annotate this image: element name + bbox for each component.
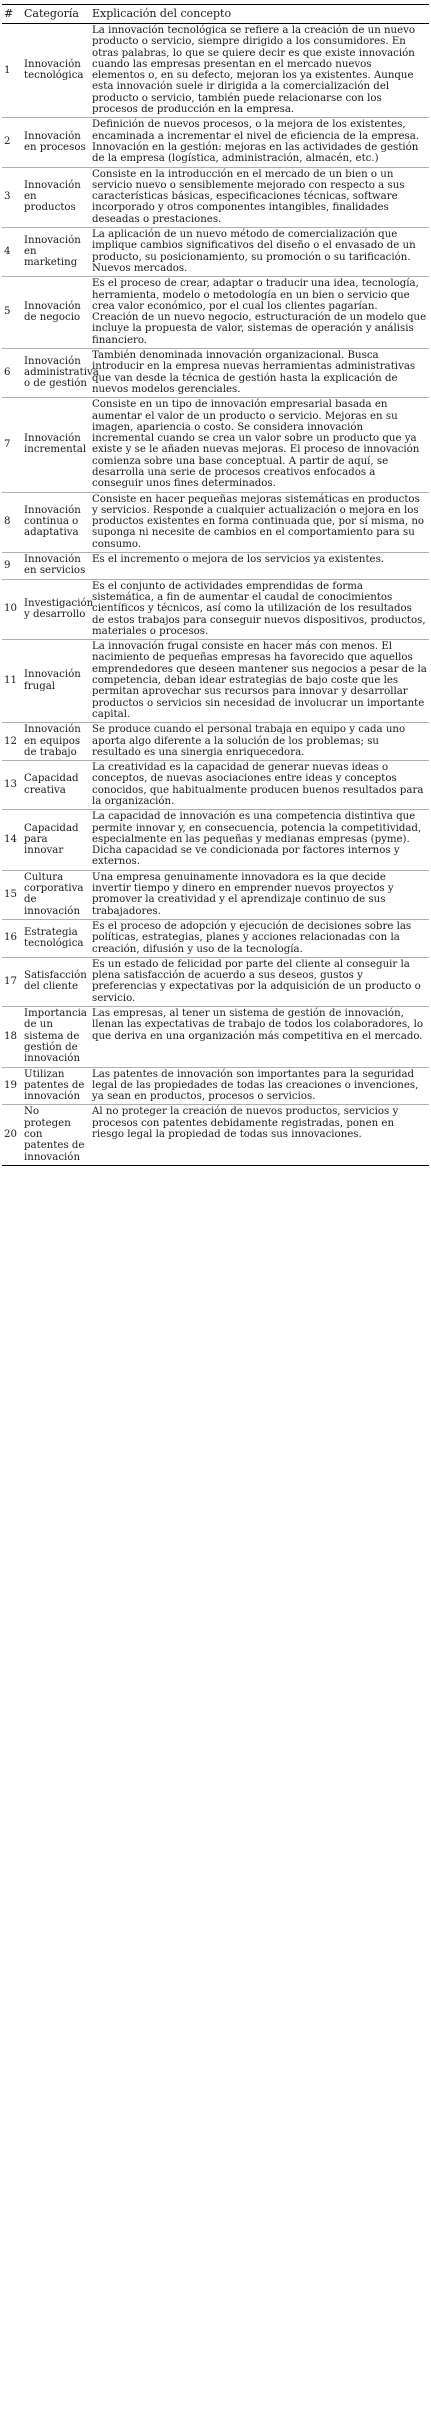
row-number: 7 xyxy=(4,438,11,450)
row-category: Innovación administrativa o de gestión xyxy=(24,355,99,390)
row-explanation: Definición de nuevos procesos, o la mejora de los existentes, encaminada a incrementar el nivel de eficiencia de la empresa. Innovación en la gestión: mejoras en las actividades de gestión de la empresa (logística, administración, almacén, etc.) xyxy=(92,119,420,165)
row-number: 16 xyxy=(4,932,17,944)
row-explanation: Es el incremento o mejora de los servicios ya existentes. xyxy=(92,554,385,566)
row-category: Innovación en servicios xyxy=(24,554,86,577)
row-explanation: Consiste en hacer pequeñas mejoras sistemáticas en productos y servicios. Responde a cualquier actualización o mejora en los productos existentes en forma continuada que, por sí misma, no suponga ni necesite de cambios en el comportamiento para su consumo. xyxy=(92,493,425,550)
table-row xyxy=(2,118,429,167)
row-category: Innovación frugal xyxy=(24,669,81,692)
row-category: Capacidad para innovar xyxy=(24,822,79,857)
row-explanation: Es un estado de felicidad por parte del cliente al conseguir la plena satisfacción de acuerdo a sus deseos, gustos y preferencias y expectativas por la adquisición de un producto o servicio. xyxy=(92,958,421,1004)
row-number: 14 xyxy=(4,833,17,845)
row-explanation: La innovación tecnológica se refiere a la creación de un nuevo producto o servicio, siempre dirigido a los consumidores. En otras palabras, lo que se quiere decir es que existe innovación cuando las empresas presentan en el mercado nuevos elementos o, en su defecto, mejoran los ya existentes. Aunque esta innovación suele ir dirigida a la comercialización del producto o servicio, también puede relacionarse con los procesos de producción en la empresa. xyxy=(92,25,416,116)
row-category: Utilizan patentes de innovación xyxy=(24,1068,85,1103)
row-explanation: Es el proceso de crear, adaptar o traducir una idea, tecnología, herramienta, modelo o metodología en un bien o servicio que crea valor económico, por el cual los clientes pagarían. Creación de un nuevo negocio, estructuración de un modelo que incluye la propuesta de valor, sistemas de operación y análisis financiero. xyxy=(92,278,427,346)
row-category: Innovación continua o adaptativa xyxy=(24,504,81,539)
table-row xyxy=(2,1105,429,1165)
row-category: Capacidad creativa xyxy=(24,773,79,796)
row-number: 19 xyxy=(4,1079,17,1091)
row-number: 18 xyxy=(4,1030,17,1042)
row-explanation: Se produce cuando el personal trabaja en equipo y cada uno aporta algo diferente a la solución de los problemas; su resultado es una sinergia enriquecedora. xyxy=(92,724,406,758)
row-explanation: La aplicación de un nuevo método de comercialización que implique cambios significativos del diseño o el envasado de un producto, su posicionamiento, su promoción o su tarificación. Nuevos mercados. xyxy=(92,229,416,274)
table-row xyxy=(2,579,429,639)
row-explanation: Las patentes de innovación son importantes para la seguridad legal de las propiedades de todas las creaciones o invenciones, ya sean en productos, procesos o servicios. xyxy=(92,1068,419,1103)
row-number: 5 xyxy=(4,306,11,318)
row-category: Importancia de un sistema de gestión de innovación xyxy=(24,1008,87,1065)
table-row xyxy=(2,1007,429,1067)
row-explanation: La capacidad de innovación es una competencia distintiva que permite innovar y, en consecuencia, potencia la competitividad, especialmente en las pequeñas y medianas empresas (pyme). Dicha capacidad se ve condicionada por factores internos y externos. xyxy=(92,811,422,868)
row-category: Estrategia tecnológica xyxy=(24,926,84,949)
row-category: Cultura corporativa de innovación xyxy=(24,871,84,917)
row-category: Innovación en marketing xyxy=(24,234,81,269)
row-number: 11 xyxy=(4,675,17,687)
row-category: No protegen con patentes de innovación xyxy=(24,1106,85,1163)
table-row xyxy=(2,228,429,277)
header-number: # xyxy=(4,7,14,20)
table-row xyxy=(2,761,429,810)
row-explanation: Consiste en la introducción en el mercado de un bien o un servicio nuevo o sensiblemente mejorado con respecto a sus características básicas, especificaciones técnicas, software incorporado y otros componentes intangibles, finalidades deseadas o prestaciones. xyxy=(92,168,405,225)
table-row xyxy=(2,1067,429,1105)
row-explanation: La innovación frugal consiste en hacer más con menos. El nacimiento de pequeñas empresas ha favorecido que aquellos emprendedores que deseen mantener sus negocios a pesar de la competencia, deban idear estrategias de bajo coste que les permitan aprovechar sus recursos para innovar y desarrollar productos o servicios sin necesidad de involucrar un importante capital. xyxy=(92,641,427,720)
table-row xyxy=(2,553,429,580)
row-explanation: Es el proceso de adopción y ejecución de decisiones sobre las políticas, estrategias, planes y acciones relacionadas con la creación, difusión y uso de la tecnología. xyxy=(92,920,412,955)
row-number: 8 xyxy=(4,516,11,528)
row-explanation: Al no proteger la creación de nuevos productos, servicios y procesos con patentes debidamente registradas, ponen en riesgo legal la propiedad de todas sus innovaciones. xyxy=(92,1106,399,1141)
row-category: Satisfacción del cliente xyxy=(24,970,87,993)
table-row xyxy=(2,957,429,1006)
table-row xyxy=(2,870,429,919)
table-header xyxy=(2,5,429,24)
row-number: 17 xyxy=(4,975,17,987)
table-row xyxy=(2,810,429,870)
table-row xyxy=(2,640,429,723)
row-number: 10 xyxy=(4,603,17,615)
row-number: 12 xyxy=(4,735,17,747)
table-body xyxy=(2,24,429,1166)
row-number: 3 xyxy=(4,191,11,203)
table-row xyxy=(2,167,429,227)
row-category: Innovación de negocio xyxy=(24,300,81,324)
header-row xyxy=(2,5,429,24)
row-category: Innovación en equipos de trabajo xyxy=(24,724,81,758)
row-number: 13 xyxy=(4,779,17,791)
table-row xyxy=(2,919,429,957)
row-number: 20 xyxy=(4,1129,17,1141)
table-row xyxy=(2,723,429,761)
table-row xyxy=(2,492,429,552)
row-number: 9 xyxy=(4,559,11,571)
table-row xyxy=(2,277,429,349)
row-explanation: También denominada innovación organizacional. Busca introducir en la empresa nuevas herramientas administrativas que van desde la técnica de gestión hasta la explicación de nuevos modelos gerenciales. xyxy=(92,350,416,395)
row-number: 2 xyxy=(4,136,11,148)
row-category: Innovación en productos xyxy=(24,179,81,214)
row-explanation: Es el conjunto de actividades emprendidas de forma sistemática, a fin de aumentar el caudal de conocimientos científicos y técnicos, así como la utilización de los resultados de estos trabajos para conseguir nuevos dispositivos, productos, materiales o procesos. xyxy=(92,580,426,637)
row-category: Innovación incremental xyxy=(24,433,87,456)
table-row xyxy=(2,398,429,492)
row-number: 4 xyxy=(4,245,11,257)
table-row xyxy=(2,24,429,118)
row-category: Innovación tecnológica xyxy=(24,58,84,82)
row-category: Investigación y desarrollo xyxy=(24,597,94,620)
header-category: Categoría xyxy=(24,7,79,20)
row-category: Innovación en procesos xyxy=(24,130,86,153)
row-explanation: La creatividad es la capacidad de generar nuevas ideas o conceptos, de nuevas asociaciones entre ideas y conceptos conocidos, que habitualmente producen buenos resultados para la organización. xyxy=(92,762,424,807)
row-number: 15 xyxy=(4,888,17,900)
row-explanation: Consiste en un tipo de innovación empresarial basada en aumentar el valor de un producto o servicio. Mejoras en su imagen, apariencia o costo. Se considera innovación incremental cuando se crea un valor sobre un producto que ya existe y se le añaden nuevas mejoras. El proceso de innovación comienza sobre una base conceptual. A partir de aquí, se desarrolla una serie de procesos creativos enfocados a conseguir unos fines determinados. xyxy=(92,399,420,490)
row-explanation: Las empresas, al tener un sistema de gestión de innovación, llenan las expectativas de trabajo de todos los colaboradores, lo que deriva en una organización más competitiva en el mercado. xyxy=(92,1008,423,1042)
row-number: 1 xyxy=(4,64,11,76)
concepts-table xyxy=(2,4,429,1166)
row-explanation: Una empresa genuinamente innovadora es la que decide invertir tiempo y dinero en emprender nuevos proyectos y promover la creatividad y el aprendizaje continuo de sus trabajadores. xyxy=(92,871,394,917)
header-explanation: Explicación del concepto xyxy=(92,7,232,20)
row-number: 6 xyxy=(4,366,11,378)
table-row xyxy=(2,349,429,398)
